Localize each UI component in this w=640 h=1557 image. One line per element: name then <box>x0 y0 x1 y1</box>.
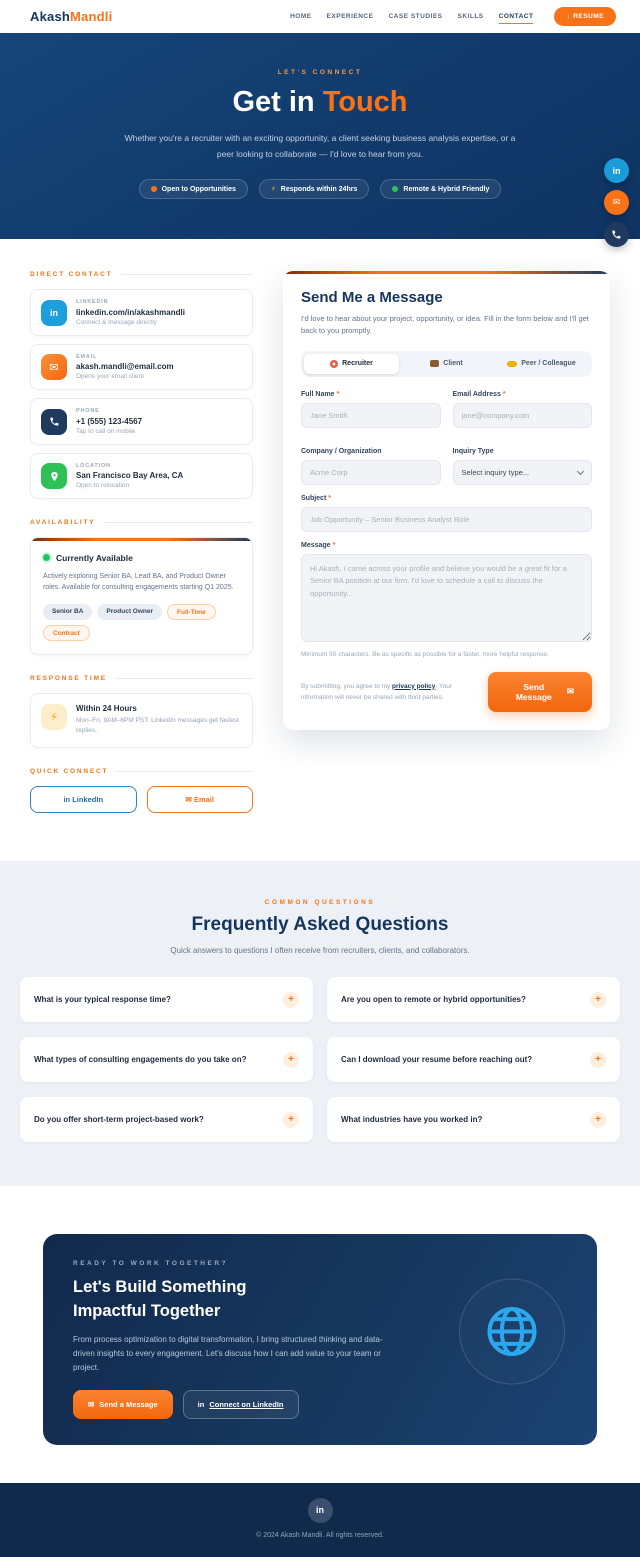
floating-linkedin-button[interactable] <box>604 158 629 183</box>
nav-item-home[interactable]: HOME <box>290 13 312 20</box>
tab-peer-colleague[interactable]: Peer / Colleague <box>494 354 589 374</box>
contact-value: San Francisco Bay Area, CA <box>76 471 184 481</box>
contact-value: linkedin.com/in/akashmandli <box>76 307 185 317</box>
audience-tabs <box>301 351 592 377</box>
plus-icon: + <box>590 1052 606 1068</box>
message-helper-text: Minimum 50 characters. Be as specific as possible for a faster, more helpful response. <box>301 650 549 658</box>
hero-title-accent: Touch <box>322 86 408 118</box>
badge-open-to-opportunities <box>139 179 248 199</box>
quick-connect-buttons <box>30 786 253 813</box>
brand-logo[interactable] <box>30 9 112 24</box>
quick-email-button[interactable]: ✉ Email <box>147 786 254 813</box>
briefcase-icon <box>430 360 439 367</box>
globe-ring <box>459 1278 565 1384</box>
subject-label: Subject * <box>301 494 332 502</box>
linkedin-icon: in <box>41 300 67 326</box>
full-name-label: Full Name * <box>301 390 340 398</box>
cta-send-message-button[interactable]: ✉ Send a Message <box>73 1390 173 1419</box>
faq-item-short-term-work[interactable]: Do you offer short-term project-based work? + <box>20 1097 313 1142</box>
phone-icon <box>611 229 622 240</box>
plus-icon: + <box>590 992 606 1008</box>
inquiry-type-label: Inquiry Type <box>452 447 494 455</box>
contact-value: +1 (555) 123-4567 <box>76 416 143 426</box>
contact-label: PHONE <box>76 408 100 415</box>
cta-description: From process optimization to digital transformation, I bring structured thinking and data-driven insights to every engagement. Let's discuss how I can add value to your team or project. <box>73 1334 383 1372</box>
faq-subtitle: Quick answers to questions I often receive from recruiters, clients, and collaborators. <box>170 945 470 955</box>
chevron-down-icon <box>577 468 584 475</box>
target-icon <box>330 360 338 368</box>
required-asterisk: * <box>336 390 340 398</box>
nav-item-contact[interactable]: CONTACT <box>499 10 534 24</box>
cta-card <box>43 1234 597 1444</box>
faq-item-remote-hybrid[interactable]: Are you open to remote or hybrid opportunities? + <box>327 977 620 1022</box>
phone-icon <box>41 409 67 435</box>
brand-primary: Akash <box>30 9 71 24</box>
status-dot-icon <box>43 554 50 561</box>
form-column <box>283 271 610 729</box>
contact-card-email[interactable] <box>30 344 253 391</box>
availability-description: Actively exploring Senior BA, Lead BA, and Product Owner roles. Available for consulting engagements starting Q1 2025. <box>43 572 234 592</box>
email-field[interactable] <box>453 403 593 428</box>
main-nav <box>290 7 616 26</box>
faq-item-download-resume[interactable]: Can I download your resume before reaching out? + <box>327 1037 620 1082</box>
faq-section <box>0 861 640 1187</box>
send-message-button[interactable]: Send Message ✉ <box>488 672 592 712</box>
cta-title: Let's Build Something Impactful Together <box>73 1278 247 1320</box>
resume-button[interactable] <box>554 7 616 26</box>
contact-note: Open to relocation <box>76 482 130 490</box>
plus-icon: + <box>283 992 299 1008</box>
faq-item-industries[interactable]: What industries have you worked in? + <box>327 1097 620 1142</box>
faq-item-response-time[interactable]: What is your typical response time? + <box>20 977 313 1022</box>
contact-label: LINKEDIN <box>76 299 109 306</box>
handshake-icon <box>507 361 517 367</box>
brand-accent: Mandli <box>70 9 113 24</box>
globe-icon <box>485 1304 539 1358</box>
badge-label: Remote & Hybrid Friendly <box>403 185 490 193</box>
envelope-icon: ✉ <box>185 794 192 804</box>
contact-card-phone[interactable] <box>30 398 253 445</box>
contact-form-card <box>283 271 610 729</box>
privacy-disclaimer: By submitting, you agree to my privacy policy. Your information will never be shared with third parties. <box>301 682 453 701</box>
hero-description: Whether you're a recruiter with an exciting opportunity, a client seeking business analysis expertise, or a peer looking to collaborate — I'd love to hear from you. <box>124 133 516 159</box>
subject-field[interactable] <box>301 507 592 532</box>
lightning-icon: ⚡ <box>41 704 67 730</box>
contact-label: LOCATION <box>76 462 111 469</box>
hero-title-prefix: Get in <box>232 86 323 118</box>
page-title <box>20 86 620 119</box>
envelope-icon: ✉ <box>612 197 621 207</box>
privacy-policy-link[interactable]: privacy policy <box>392 682 436 690</box>
linkedin-icon: in <box>612 165 621 176</box>
envelope-icon: ✉ <box>88 1399 95 1409</box>
faq-item-consulting-engagements[interactable]: What types of consulting engagements do you take on? + <box>20 1037 313 1082</box>
company-field[interactable] <box>301 460 441 485</box>
envelope-icon: ✉ <box>41 354 67 380</box>
faq-grid <box>20 977 620 1142</box>
badge-remote-hybrid <box>380 179 501 199</box>
badge-responds-24hrs <box>259 179 370 199</box>
availability-card <box>30 537 253 655</box>
hero-badges <box>20 179 620 199</box>
quick-linkedin-button[interactable]: in LinkedIn <box>30 786 137 813</box>
contact-card-linkedin[interactable] <box>30 289 253 336</box>
contact-note: Connect & message directly <box>76 318 157 326</box>
contact-card-location[interactable] <box>30 453 253 500</box>
nav-item-experience[interactable]: EXPERIENCE <box>326 13 374 20</box>
availability-heading: AVAILABILITY <box>30 519 253 526</box>
availability-tags <box>43 604 240 641</box>
hero-eyebrow: LET'S CONNECT <box>277 69 363 76</box>
contact-label: EMAIL <box>76 353 98 360</box>
response-time-heading: RESPONSE TIME <box>30 675 253 682</box>
email-label: Email Address * <box>452 390 506 398</box>
resume-label: RESUME <box>573 13 604 20</box>
badge-label: Responds within 24hrs <box>280 185 358 193</box>
tag-full-time: Full-Time <box>167 604 216 620</box>
tab-recruiter[interactable]: Recruiter <box>304 354 399 374</box>
inquiry-type-select[interactable]: Select inquiry type... <box>453 460 593 485</box>
form-title: Send Me a Message <box>301 288 443 306</box>
company-label: Company / Organization <box>301 447 382 455</box>
hero-section <box>0 33 640 239</box>
floating-phone-button[interactable] <box>604 222 629 247</box>
message-field[interactable] <box>301 554 592 642</box>
download-icon: ↓ <box>566 13 571 20</box>
cta-eyebrow: READY TO WORK TOGETHER? <box>73 1260 229 1268</box>
nav-item-case-studies[interactable]: CASE STUDIES <box>388 13 443 20</box>
linkedin-icon: in <box>197 1399 205 1409</box>
quick-connect-heading: QUICK CONNECT <box>30 768 253 775</box>
globe-dot-icon <box>392 186 398 192</box>
faq-title: Frequently Asked Questions <box>191 913 449 935</box>
top-header <box>0 0 640 33</box>
tag-senior-ba: Senior BA <box>43 604 92 620</box>
orange-dot-icon <box>151 186 157 192</box>
floating-social-bar <box>604 158 629 247</box>
copyright-text: © 2024 Akash Mandli. All rights reserved. <box>256 1531 384 1539</box>
linkedin-icon: in <box>316 1505 324 1516</box>
form-subtitle: I'd love to hear about your project, opportunity, or idea. Fill in the form below and I'll get back to you promptly. <box>301 313 589 336</box>
main-content <box>0 239 640 860</box>
required-asterisk: * <box>502 390 506 398</box>
direct-contact-heading: DIRECT CONTACT <box>30 271 253 278</box>
tag-product-owner: Product Owner <box>97 604 162 620</box>
response-time-title: Within 24 Hours <box>76 704 137 714</box>
badge-label: Open to Opportunities <box>161 185 236 193</box>
contact-sidebar <box>30 271 253 812</box>
availability-status: Currently Available <box>43 553 240 563</box>
tag-contract: Contract <box>43 625 90 641</box>
contact-value: akash.mandli@email.com <box>76 362 174 372</box>
lightning-icon: ⚡ <box>270 186 276 194</box>
linkedin-icon: in <box>63 794 71 804</box>
envelope-icon: ✉ <box>566 686 574 697</box>
floating-email-button[interactable] <box>604 190 629 215</box>
map-pin-icon <box>41 463 67 489</box>
plus-icon: + <box>283 1112 299 1128</box>
contact-note: Opens your email client <box>76 373 144 381</box>
contact-note: Tap to call on mobile <box>76 427 136 435</box>
required-asterisk: * <box>332 541 336 549</box>
faq-eyebrow: COMMON QUESTIONS <box>264 898 376 906</box>
response-time-description: Mon–Fri, 9AM–6PM PST. LinkedIn messages get fastest replies. <box>76 717 239 735</box>
plus-icon: + <box>283 1052 299 1068</box>
footer-linkedin-button[interactable] <box>308 1498 333 1523</box>
nav-item-skills[interactable]: SKILLS <box>457 13 484 20</box>
response-time-card <box>30 693 253 748</box>
cta-section <box>0 1186 640 1482</box>
message-label: Message * <box>301 541 336 549</box>
full-name-field[interactable] <box>301 403 441 428</box>
tab-client[interactable]: Client <box>399 354 494 374</box>
cta-linkedin-button[interactable]: in Connect on LinkedIn <box>183 1390 299 1419</box>
page-footer <box>0 1483 640 1557</box>
required-asterisk: * <box>328 494 332 502</box>
plus-icon: + <box>590 1112 606 1128</box>
